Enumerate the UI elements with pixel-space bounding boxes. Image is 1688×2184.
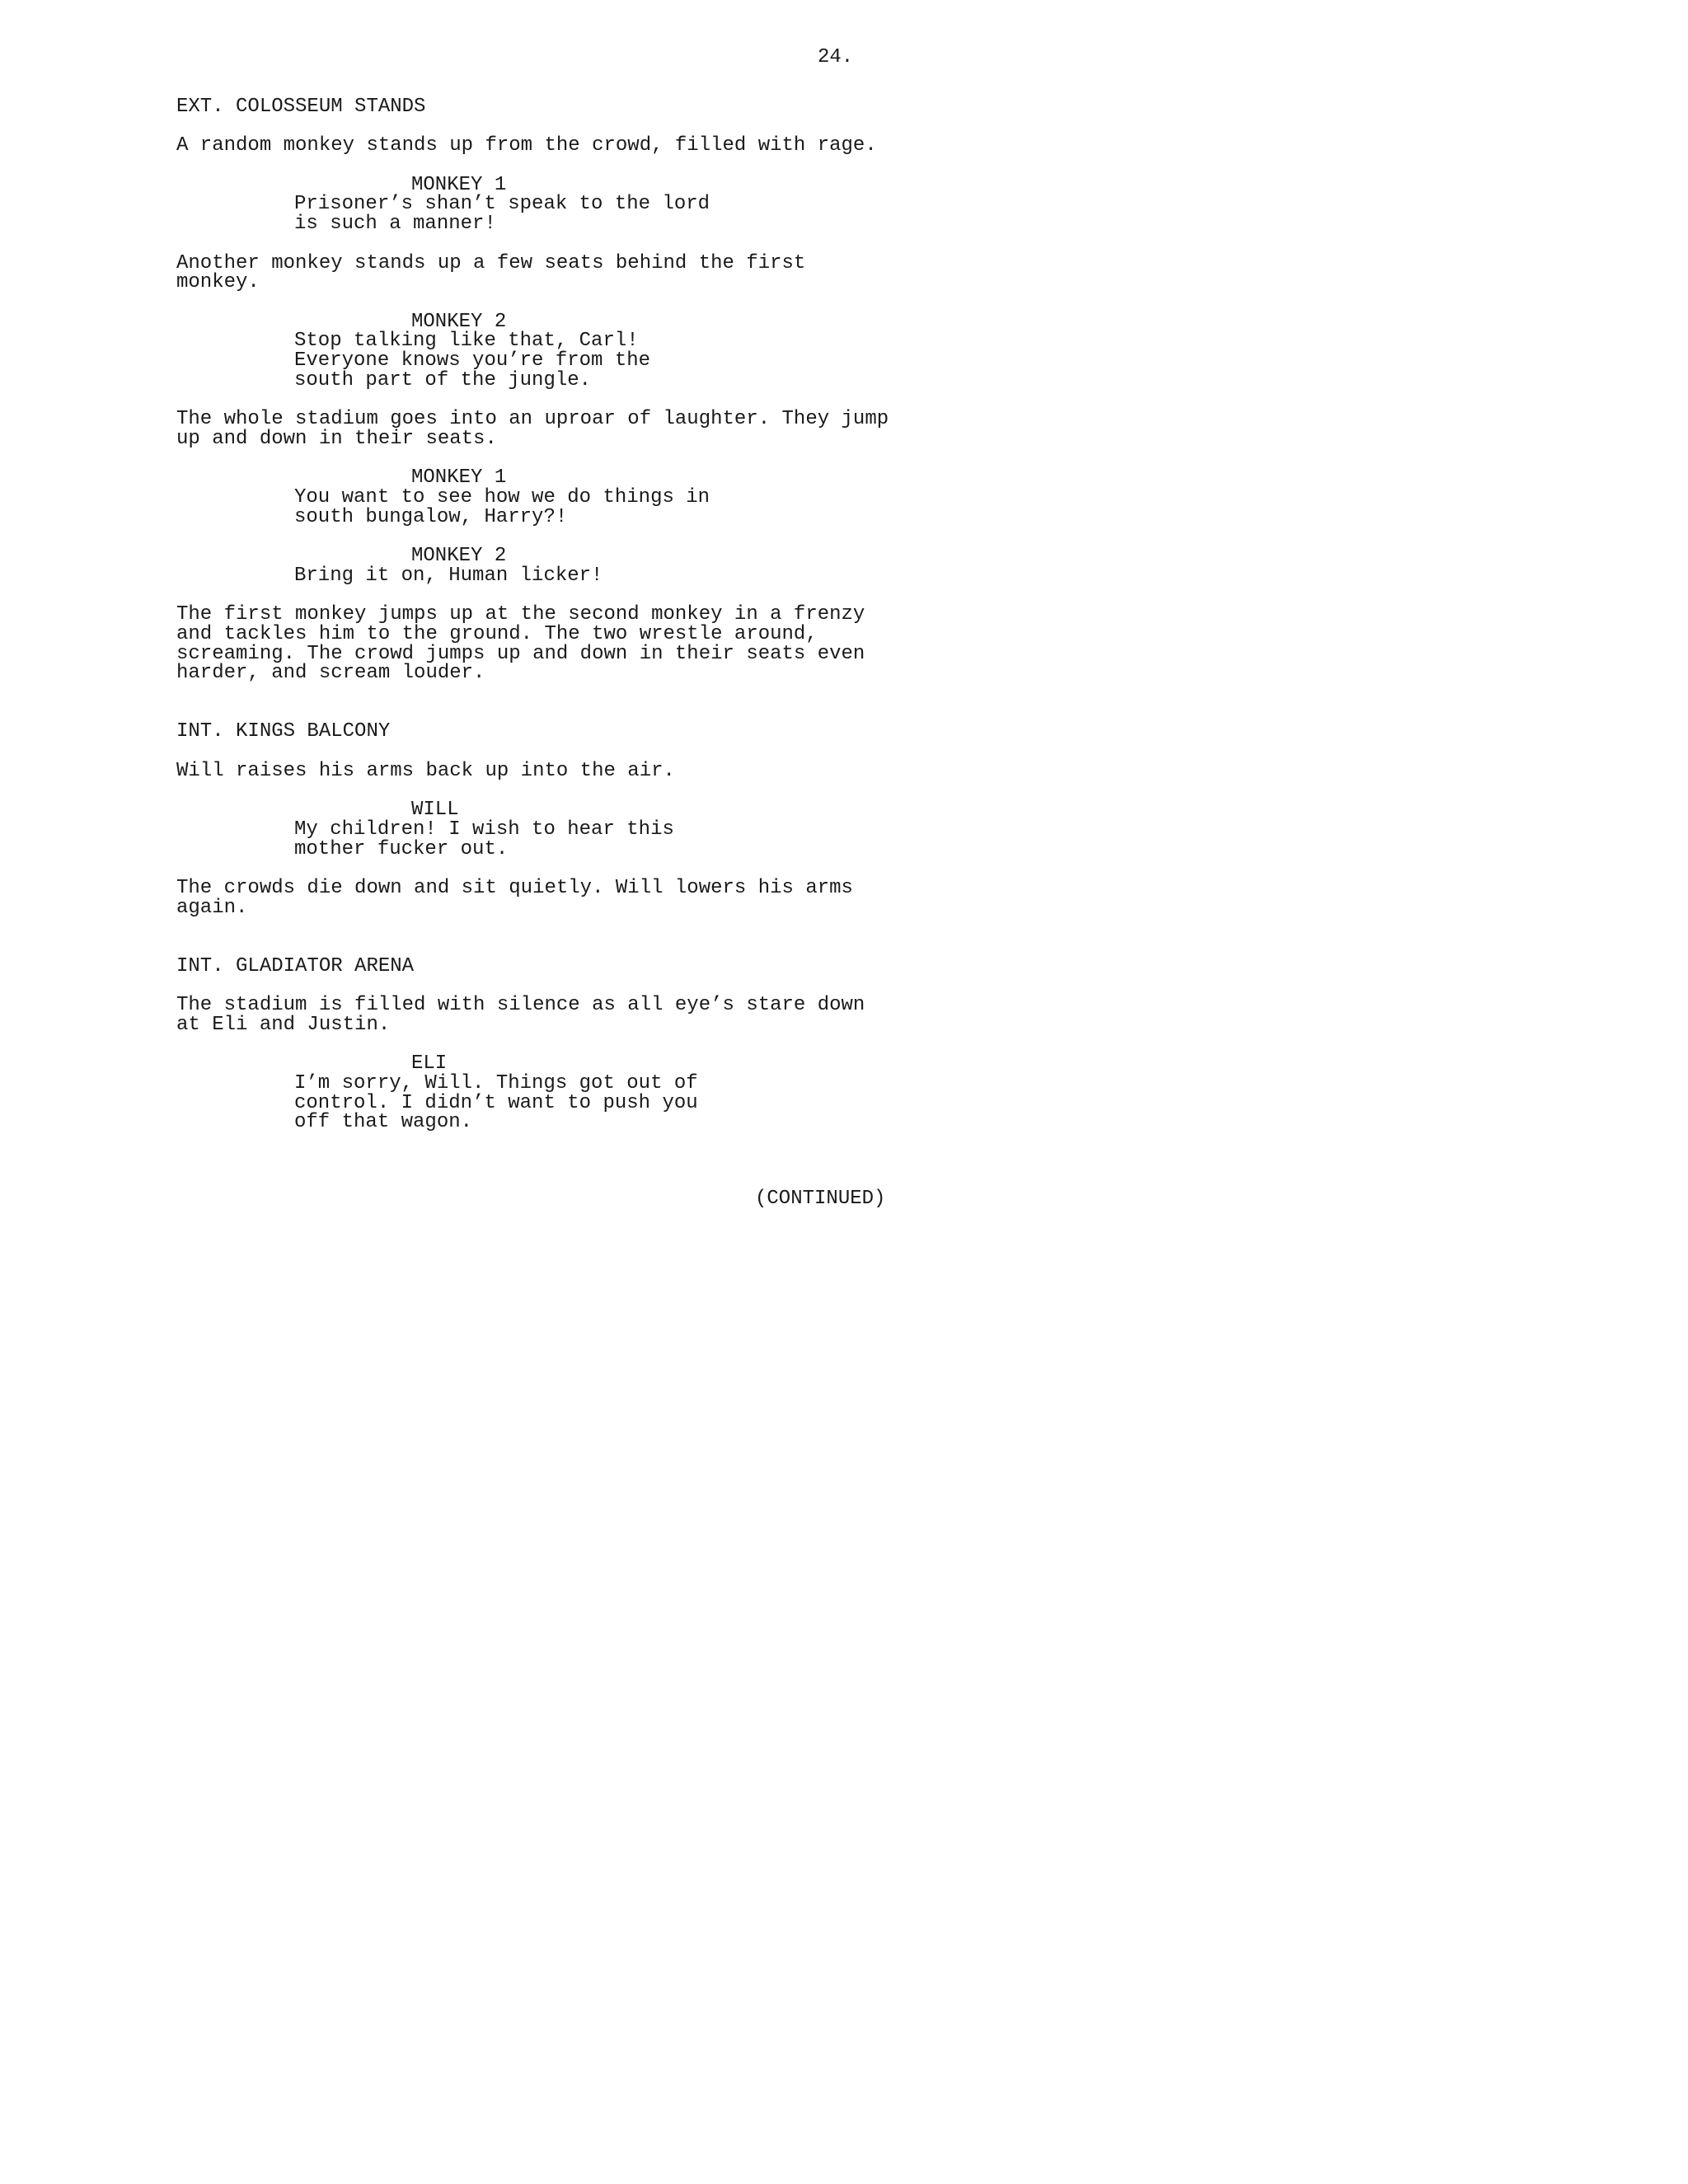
action-line: up and down in their seats.	[176, 427, 497, 450]
dialogue-line: Everyone knows you’re from the	[294, 349, 651, 373]
action-line: again.	[176, 896, 248, 919]
character-cue: MONKEY 1	[411, 173, 507, 196]
dialogue-line: Prisoner’s shan’t speak to the lord	[294, 193, 710, 216]
character-cue: MONKEY 1	[411, 466, 507, 490]
dialogue-line: south bungalow, Harry?!	[294, 505, 568, 528]
dialogue-line: control. I didn’t want to push you	[294, 1091, 698, 1114]
action-line: A random monkey stands up from the crowd, filled with rage.	[176, 134, 877, 157]
scene-heading: EXT. COLOSSEUM STANDS	[176, 96, 426, 118]
dialogue-line: My children! I wish to hear this	[294, 818, 674, 841]
dialogue-line: Bring it on, Human licker!	[294, 564, 603, 587]
character-cue: MONKEY 2	[411, 310, 507, 333]
dialogue-line: I’m sorry, Will. Things got out of	[294, 1071, 698, 1094]
action-line: screaming. The crowd jumps up and down in their seats even	[176, 642, 865, 665]
character-cue: MONKEY 2	[411, 545, 507, 568]
scene-heading: INT. GLADIATOR ARENA	[176, 954, 415, 977]
scene-heading: INT. KINGS BALCONY	[176, 720, 391, 743]
screenplay-body	[176, 97, 893, 1132]
action-line: and tackles him to the ground. The two wrestle around,	[176, 622, 818, 645]
action-line: The crowds die down and sit quietly. Will lowers his arms	[176, 876, 853, 899]
dialogue-line: south part of the jungle.	[294, 368, 592, 391]
dialogue-line: Stop talking like that, Carl!	[294, 330, 639, 353]
action-line: The stadium is filled with silence as all eye’s stare down	[176, 994, 865, 1017]
action-line: Will raises his arms back up into the air.	[176, 759, 675, 782]
page-number: 24.	[818, 46, 854, 68]
continued-marker: (CONTINUED)	[755, 1188, 886, 1210]
dialogue-line: off that wagon.	[294, 1111, 473, 1134]
dialogue-line: mother fucker out.	[294, 837, 509, 860]
action-line: harder, and scream louder.	[176, 662, 485, 685]
action-line: monkey.	[176, 271, 260, 294]
action-line: at Eli and Justin.	[176, 1013, 391, 1036]
action-line: The whole stadium goes into an uproar of laughter. They jump	[176, 408, 889, 431]
dialogue-line: You want to see how we do things in	[294, 485, 710, 509]
dialogue-line: is such a manner!	[294, 213, 496, 236]
action-line: Another monkey stands up a few seats behind the first	[176, 251, 806, 274]
character-cue: ELI	[411, 1052, 448, 1076]
character-cue: WILL	[411, 799, 459, 822]
action-line: The first monkey jumps up at the second monkey in a frenzy	[176, 603, 865, 626]
